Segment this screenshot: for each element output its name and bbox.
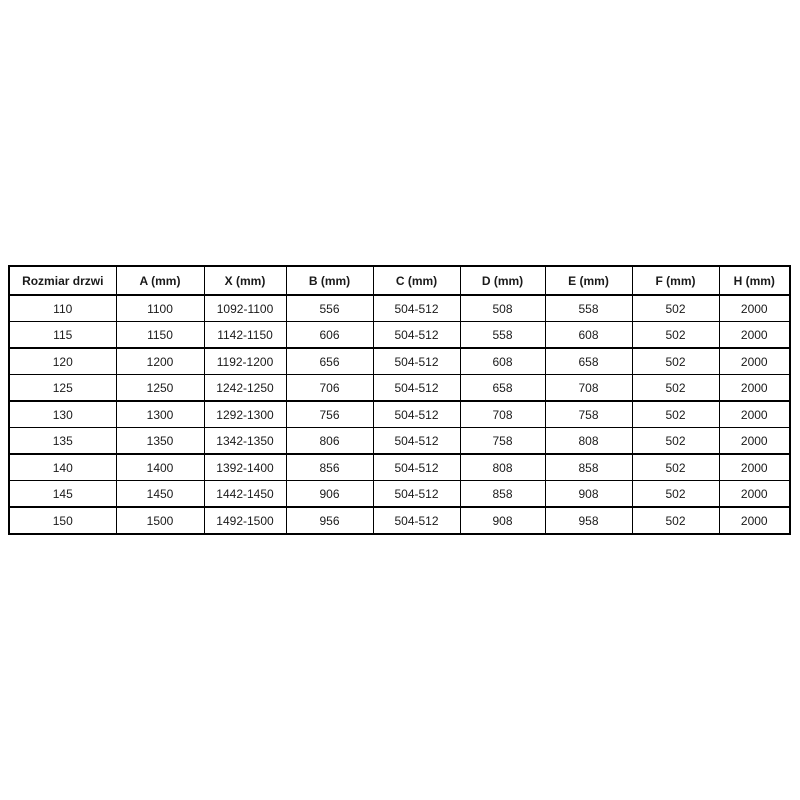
- table-cell: 608: [460, 348, 545, 375]
- table-body: [9, 295, 790, 534]
- table-cell: 758: [460, 428, 545, 455]
- column-header-rozmiar-drzwi: Rozmiar drzwi: [9, 266, 116, 295]
- table-row: [9, 401, 790, 428]
- table-cell: 906: [286, 481, 373, 508]
- table-cell: 502: [632, 428, 719, 455]
- table-cell: 150: [9, 507, 116, 534]
- table-cell: 908: [545, 481, 632, 508]
- table-cell: 1200: [116, 348, 204, 375]
- header-row: [9, 266, 790, 295]
- table-row: [9, 481, 790, 508]
- table-cell: 502: [632, 375, 719, 402]
- table-row: [9, 348, 790, 375]
- table-cell: 502: [632, 348, 719, 375]
- table-cell: 504-512: [373, 481, 460, 508]
- column-header-x: X (mm): [204, 266, 286, 295]
- table-cell: 556: [286, 295, 373, 322]
- table-cell: 1092-1100: [204, 295, 286, 322]
- column-header-f: F (mm): [632, 266, 719, 295]
- table-cell: 1392-1400: [204, 454, 286, 481]
- table-cell: 958: [545, 507, 632, 534]
- table-cell: 808: [460, 454, 545, 481]
- table-cell: 508: [460, 295, 545, 322]
- table-cell: 1150: [116, 322, 204, 349]
- table-cell: 1242-1250: [204, 375, 286, 402]
- table-cell: 956: [286, 507, 373, 534]
- table-cell: 2000: [719, 507, 790, 534]
- table-cell: 1450: [116, 481, 204, 508]
- table-cell: 2000: [719, 322, 790, 349]
- table-cell: 658: [545, 348, 632, 375]
- door-size-spec-table: [8, 265, 791, 535]
- table-cell: 2000: [719, 348, 790, 375]
- table-cell: 110: [9, 295, 116, 322]
- table-cell: 135: [9, 428, 116, 455]
- table-cell: 808: [545, 428, 632, 455]
- table-cell: 2000: [719, 454, 790, 481]
- table-cell: 145: [9, 481, 116, 508]
- table-cell: 656: [286, 348, 373, 375]
- table-cell: 504-512: [373, 295, 460, 322]
- table-cell: 1350: [116, 428, 204, 455]
- table-cell: 608: [545, 322, 632, 349]
- table-cell: 606: [286, 322, 373, 349]
- column-header-d: D (mm): [460, 266, 545, 295]
- table-cell: 658: [460, 375, 545, 402]
- table-row: [9, 295, 790, 322]
- table-row: [9, 507, 790, 534]
- table-cell: 858: [545, 454, 632, 481]
- table-cell: 1500: [116, 507, 204, 534]
- table-cell: 504-512: [373, 428, 460, 455]
- column-header-a: A (mm): [116, 266, 204, 295]
- table-cell: 140: [9, 454, 116, 481]
- table-cell: 504-512: [373, 401, 460, 428]
- table-cell: 706: [286, 375, 373, 402]
- table-cell: 2000: [719, 481, 790, 508]
- column-header-e: E (mm): [545, 266, 632, 295]
- table-row: [9, 454, 790, 481]
- table-cell: 1142-1150: [204, 322, 286, 349]
- table-cell: 502: [632, 454, 719, 481]
- table-cell: 1250: [116, 375, 204, 402]
- table-cell: 504-512: [373, 507, 460, 534]
- table-cell: 1300: [116, 401, 204, 428]
- table-cell: 1192-1200: [204, 348, 286, 375]
- table-cell: 502: [632, 295, 719, 322]
- table-cell: 1442-1450: [204, 481, 286, 508]
- table-cell: 1100: [116, 295, 204, 322]
- table-cell: 708: [460, 401, 545, 428]
- table-header: [9, 266, 790, 295]
- table-cell: 908: [460, 507, 545, 534]
- table-cell: 756: [286, 401, 373, 428]
- table-cell: 758: [545, 401, 632, 428]
- table-cell: 1342-1350: [204, 428, 286, 455]
- table-cell: 504-512: [373, 454, 460, 481]
- table-cell: 502: [632, 481, 719, 508]
- table-cell: 130: [9, 401, 116, 428]
- table-row: [9, 428, 790, 455]
- table-row: [9, 375, 790, 402]
- column-header-b: B (mm): [286, 266, 373, 295]
- column-header-h: H (mm): [719, 266, 790, 295]
- table-cell: 558: [545, 295, 632, 322]
- table-cell: 708: [545, 375, 632, 402]
- table-cell: 858: [460, 481, 545, 508]
- table-cell: 806: [286, 428, 373, 455]
- table-cell: 2000: [719, 375, 790, 402]
- table-cell: 2000: [719, 295, 790, 322]
- table-cell: 502: [632, 322, 719, 349]
- table-cell: 2000: [719, 401, 790, 428]
- table-row: [9, 322, 790, 349]
- table-cell: 1292-1300: [204, 401, 286, 428]
- table-cell: 120: [9, 348, 116, 375]
- table-cell: 115: [9, 322, 116, 349]
- table-cell: 125: [9, 375, 116, 402]
- table-cell: 558: [460, 322, 545, 349]
- table-cell: 1492-1500: [204, 507, 286, 534]
- table-cell: 504-512: [373, 375, 460, 402]
- table-cell: 502: [632, 507, 719, 534]
- table-cell: 1400: [116, 454, 204, 481]
- table-cell: 502: [632, 401, 719, 428]
- table-cell: 504-512: [373, 322, 460, 349]
- column-header-c: C (mm): [373, 266, 460, 295]
- door-size-spec-table-container: [8, 265, 789, 535]
- table-cell: 2000: [719, 428, 790, 455]
- table-cell: 856: [286, 454, 373, 481]
- table-cell: 504-512: [373, 348, 460, 375]
